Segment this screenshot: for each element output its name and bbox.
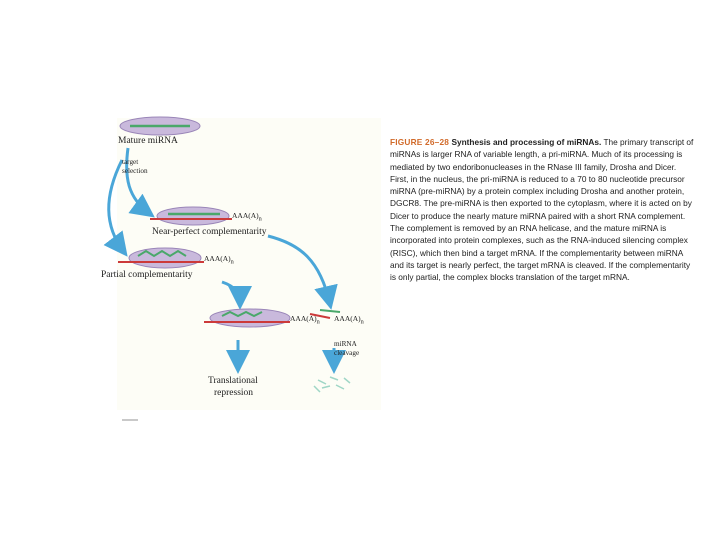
label-aaa-near: $AAA(A)_n$ bbox=[232, 211, 262, 223]
figure-title: Synthesis and processing of miRNAs. bbox=[451, 137, 602, 147]
label-repression: repression bbox=[214, 388, 254, 398]
label-aaa-lower: $AAA(A)_n$ bbox=[290, 314, 320, 326]
label-aaa-cleaved: $AAA(A)_n$ bbox=[334, 314, 364, 326]
label-mature-mirna: Mature miRNA bbox=[118, 136, 178, 146]
label-partial: Partial complementarity bbox=[101, 270, 193, 280]
mature-mirna-ellipse bbox=[120, 117, 200, 135]
caption-body: The primary transcript of miRNAs is larger RNA of variable length, a pri-miRNA. Much of its processing is mediated by two endoribonucleases in the RNase III family, Drosha and Dicer. First, in the nucleus, the pri-miRNA is reduced to a 70 to 80 nucleotide precursor miRNA (pre-miRNA) by a protein complex including Drosha and another protein, DGCR8. The pre-miRNA is then exported to the cytoplasm, where it is acted on by Dicer to produce the nearly mature miRNA paired with a short RNA complement. The complement is removed by an RNA helicase, and the mature miRNA is incorporated into protein complexes, such as the RNA-induced silencing complex (RISC), which then bind a target mRNA. If the complementarity between miRNA and its target is nearly perfect, the target mRNA is cleaved. If the complementarity is only partial, the complex blocks translation of the target mRNA. bbox=[390, 137, 694, 283]
label-selection: selection bbox=[122, 167, 148, 175]
label-mirna: miRNA bbox=[334, 340, 357, 348]
label-near-perfect: Near-perfect complementarity bbox=[152, 227, 267, 237]
figure-caption bbox=[390, 136, 696, 284]
figure-number: FIGURE 26–28 bbox=[390, 137, 450, 147]
label-aaa-partial: $AAA(A)_n$ bbox=[204, 254, 234, 266]
label-translational: Translational bbox=[208, 376, 258, 386]
label-cleavage: cleavage bbox=[334, 349, 360, 357]
label-target: target bbox=[122, 158, 139, 166]
